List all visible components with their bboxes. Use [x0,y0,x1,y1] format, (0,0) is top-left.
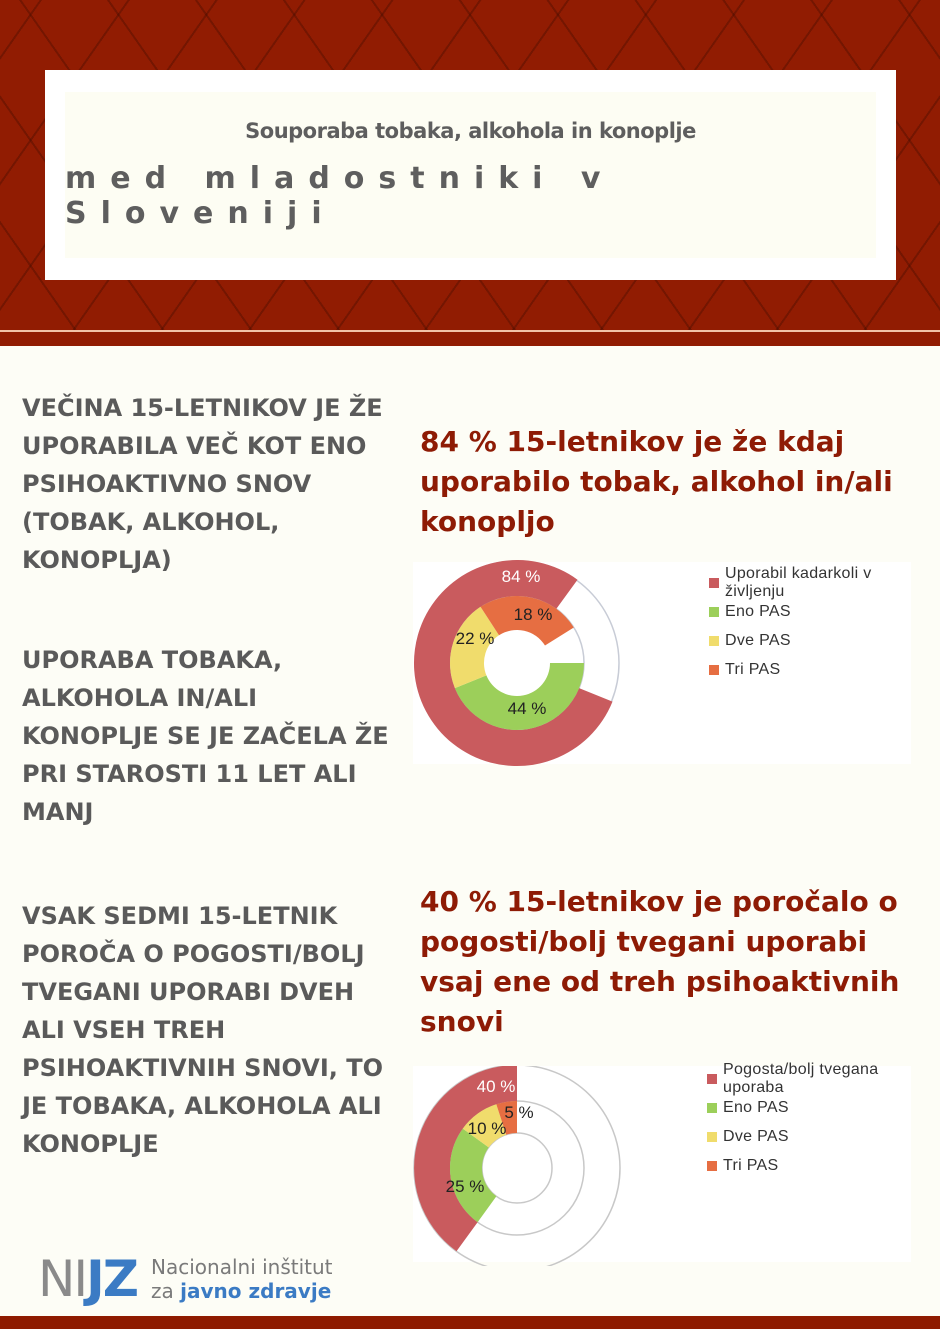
chart1-label-18: 18 % [513,605,553,624]
title-box [45,70,896,280]
chart2-heading: 40 % 15-letnikov je poročalo o pogosti/bolj tvegani uporabi vsaj ene od treh psihoaktivnih snovi [420,885,900,1038]
page-title: med mladostniki v Sloveniji [65,161,615,231]
swatch-orange-icon [709,665,719,675]
nijz-logo [38,1250,333,1308]
swatch-red-icon [707,1074,717,1084]
chart1-heading: 84 % 15-letnikov je že kdaj uporabilo tobak, alkohol in/ali konopljo [420,425,893,538]
header-banner [0,0,940,346]
legend-item: Dve PAS [707,1122,911,1151]
chart1-label-44: 44 % [507,699,547,718]
statement-3: VSAK SEDMI 15-LETNIK POROČA O POGOSTI/BOLJ TVEGANI UPORABI DVEH ALI VSEH TREH PSIHOAKTIVNIH SNOVI, TO JE TOBAKA, ALKOHOLA ALI KONOPLJE [22,902,384,1158]
swatch-yellow-icon [707,1132,717,1142]
legend-item: Tri PAS [707,1151,911,1180]
legend-item: Eno PAS [709,597,911,626]
chart1-panel [413,562,911,764]
legend-item: Pogosta/bolj tvegana uporaba [707,1064,911,1093]
statement-2: UPORABA TOBAKA, ALKOHOLA IN/ALI KONOPLJE SE JE ZAČELA ŽE PRI STAROSTI 11 LET ALI MANJ [22,646,389,826]
legend-item: Uporabil kadarkoli v življenju [709,568,911,597]
chart2-legend [707,1060,911,1180]
chart2-panel [413,1060,911,1262]
swatch-green-icon [707,1103,717,1113]
chart1-label-22: 22 % [455,629,495,648]
header-divider [0,330,940,346]
swatch-orange-icon [707,1161,717,1171]
legend-item: Tri PAS [709,655,911,684]
page-subtitle: Souporaba tobaka, alkohola in konoplje [245,119,696,143]
nijz-logo-mark-icon: N I J Z [38,1250,138,1308]
swatch-green-icon [709,607,719,617]
chart1-legend [709,564,911,684]
statement-1: VEČINA 15-LETNIKOV JE ŽE UPORABILA VEČ KOT ENO PSIHOAKTIVNO SNOV (TOBAK, ALKOHOL, KONOPLJA) [22,394,383,574]
chart1-donut [413,558,623,768]
chart2-label-40: 40 % [476,1077,516,1096]
legend-item: Eno PAS [707,1093,911,1122]
swatch-yellow-icon [709,636,719,646]
swatch-red-icon [709,578,719,588]
legend-item: Dve PAS [709,626,911,655]
chart2-label-25: 25 % [445,1177,485,1196]
chart2-donut [413,1066,623,1266]
chart2-label-10: 10 % [467,1119,507,1138]
chart1-label-84: 84 % [501,567,541,586]
chart2-label-5: 5 % [504,1103,534,1122]
logo-text: Nacionalni inštitut za javno zdravje [151,1255,333,1303]
footer-bar [0,1316,940,1329]
